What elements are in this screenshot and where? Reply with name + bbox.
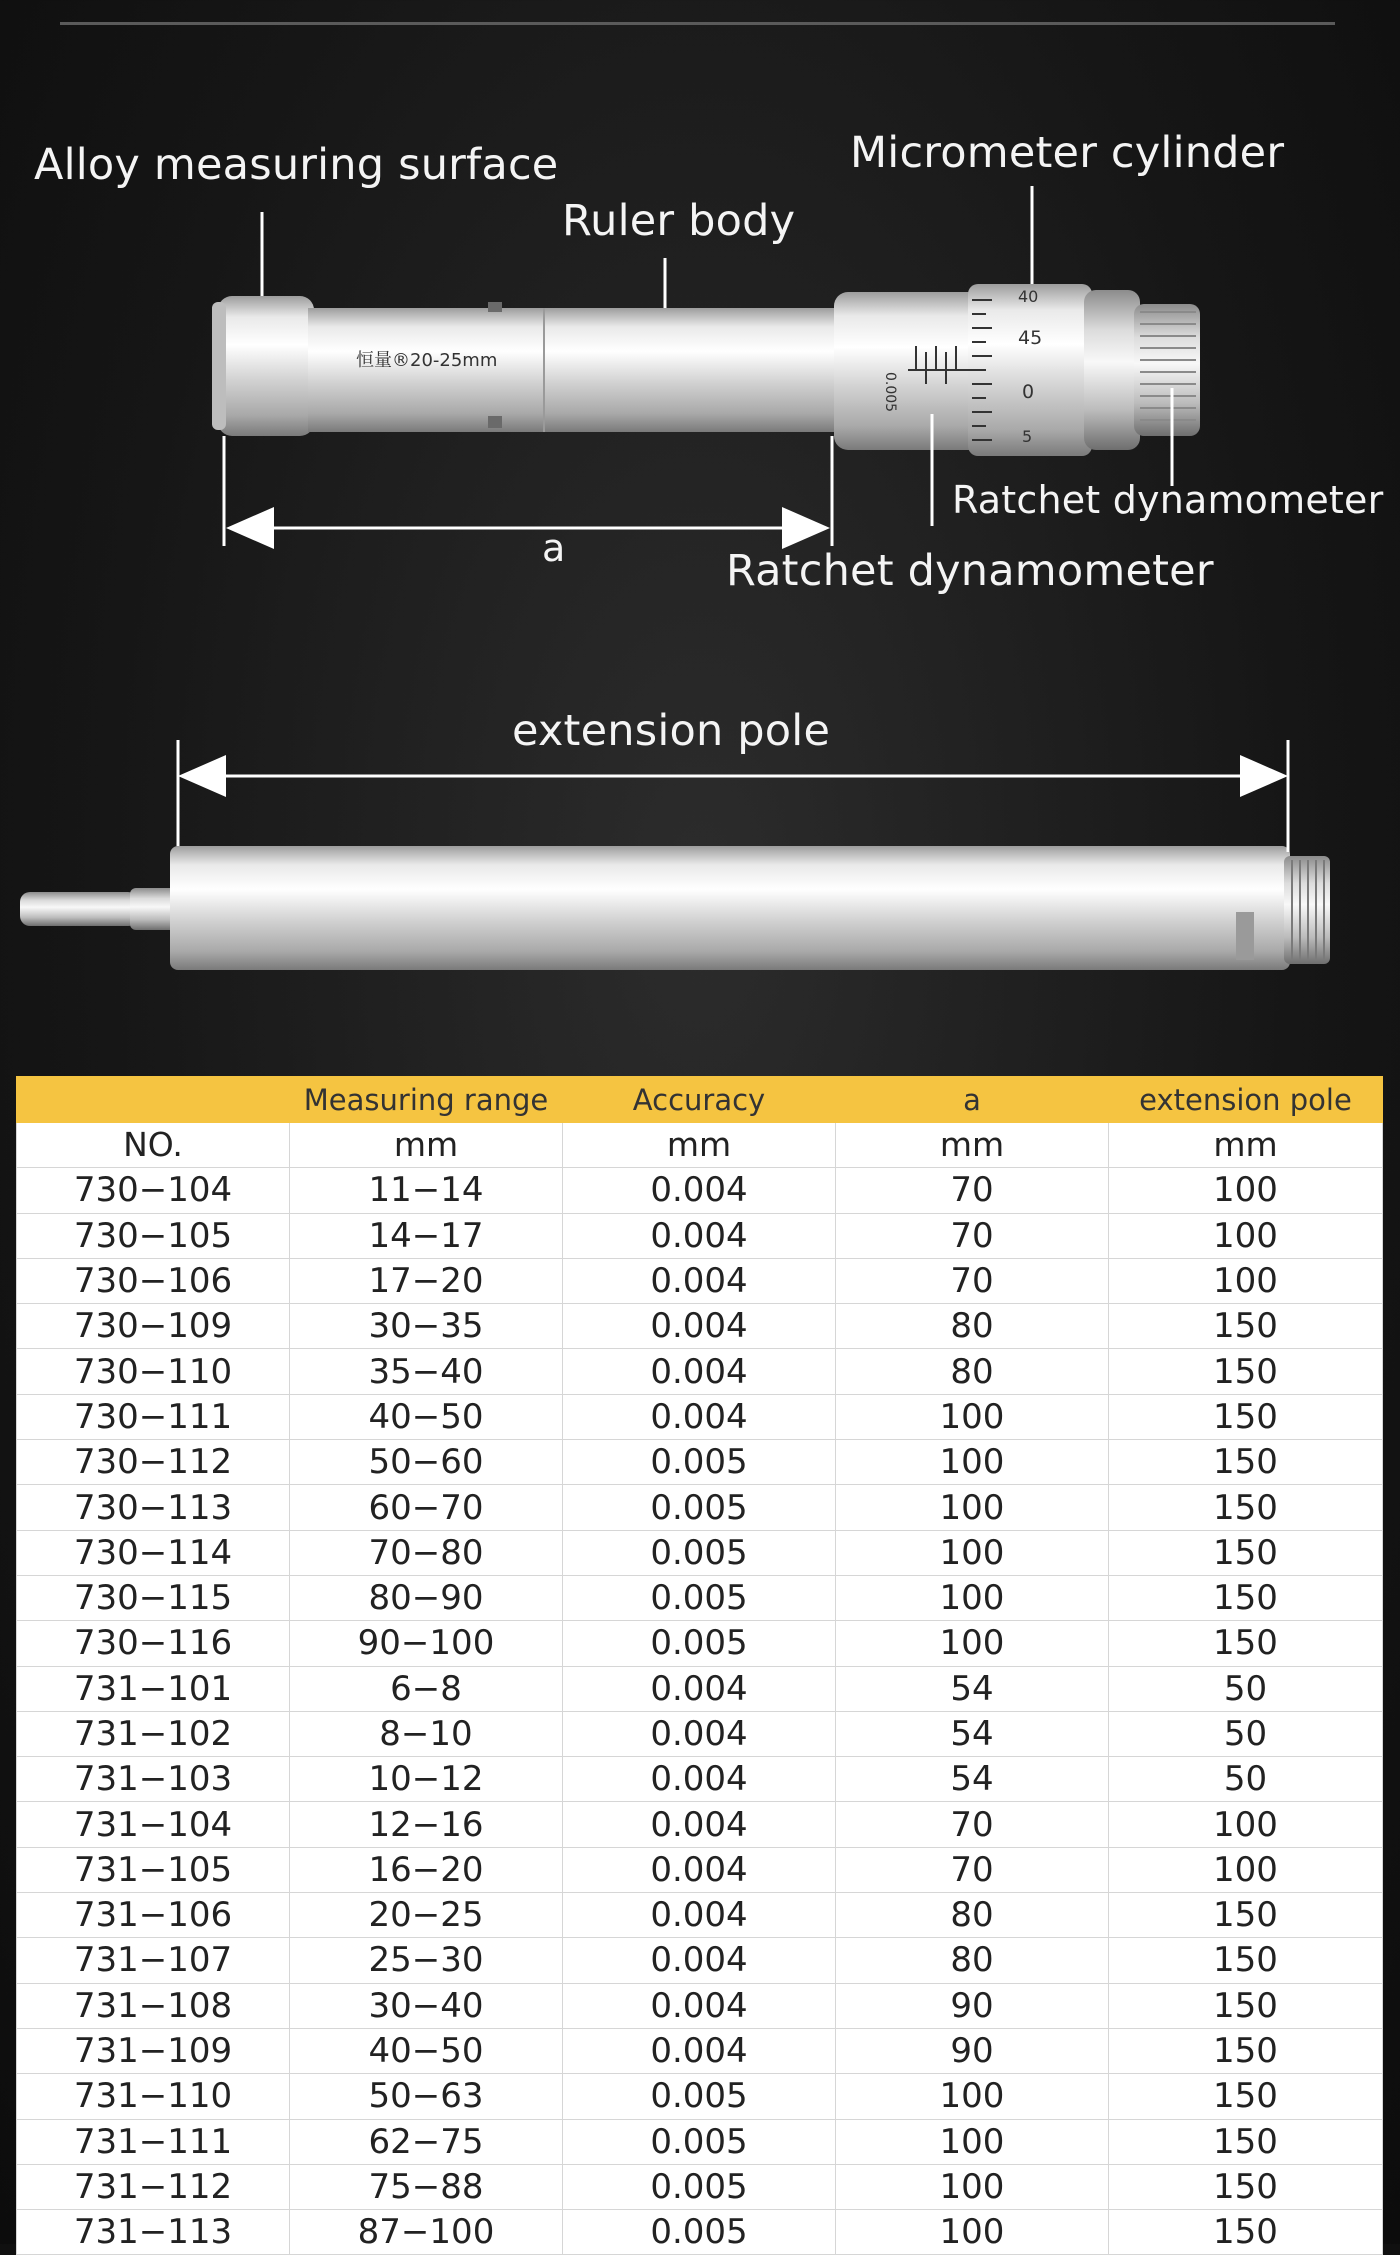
table-cell: 50 xyxy=(1109,1666,1383,1711)
label-dimension-a: a xyxy=(542,526,566,570)
table-cell: 0.004 xyxy=(563,1938,836,1983)
table-cell: 70−80 xyxy=(290,1530,563,1575)
table-header-row xyxy=(17,1077,1383,1123)
table-cell: 10−12 xyxy=(290,1757,563,1802)
table-cell: 150 xyxy=(1109,2028,1383,2073)
table-row xyxy=(17,1530,1383,1575)
table-row xyxy=(17,1394,1383,1439)
table-cell: 0.004 xyxy=(563,1711,836,1756)
table-cell: 731−103 xyxy=(17,1757,290,1802)
table-cell: 150 xyxy=(1109,1304,1383,1349)
table-cell: 50 xyxy=(1109,1711,1383,1756)
table-cell: 100 xyxy=(836,1530,1109,1575)
table-cell: 100 xyxy=(836,1394,1109,1439)
table-units-row xyxy=(17,1123,1383,1168)
table-cell: 150 xyxy=(1109,2074,1383,2119)
table-cell: 90−100 xyxy=(290,1621,563,1666)
table-cell xyxy=(17,1077,290,1123)
table-cell: 731−107 xyxy=(17,1938,290,1983)
table-row xyxy=(17,2210,1383,2255)
table-row xyxy=(17,2119,1383,2164)
table-cell: 730−113 xyxy=(17,1485,290,1530)
thimble-mark-40: 40 xyxy=(1018,287,1039,306)
table-cell: 100 xyxy=(1109,1168,1383,1213)
table-cell: 150 xyxy=(1109,1621,1383,1666)
table-cell: 70 xyxy=(836,1213,1109,1258)
table-row xyxy=(17,1847,1383,1892)
table-cell: Accuracy xyxy=(563,1077,836,1123)
table-cell: 0.005 xyxy=(563,1530,836,1575)
table-row xyxy=(17,1168,1383,1213)
table-cell: mm xyxy=(836,1123,1109,1168)
table-cell: 30−40 xyxy=(290,1983,563,2028)
table-cell: 0.004 xyxy=(563,1983,836,2028)
extension-pole-body xyxy=(20,846,1330,970)
table-cell: 0.004 xyxy=(563,1258,836,1303)
table-row xyxy=(17,1349,1383,1394)
table-cell: 100 xyxy=(836,1440,1109,1485)
table-cell: 150 xyxy=(1109,1485,1383,1530)
table-cell: 20−25 xyxy=(290,1893,563,1938)
table-cell: 730−104 xyxy=(17,1168,290,1213)
table-cell: 731−104 xyxy=(17,1802,290,1847)
table-cell: 80 xyxy=(836,1893,1109,1938)
table-cell: 75−88 xyxy=(290,2164,563,2209)
table-cell: 70 xyxy=(836,1258,1109,1303)
table-cell: 730−112 xyxy=(17,1440,290,1485)
table-cell: 0.004 xyxy=(563,1349,836,1394)
table-cell: 35−40 xyxy=(290,1349,563,1394)
table-cell: 150 xyxy=(1109,1349,1383,1394)
table-cell: 100 xyxy=(1109,1802,1383,1847)
table-cell: NO. xyxy=(17,1123,290,1168)
table-cell: 150 xyxy=(1109,1440,1383,1485)
table-cell: 14−17 xyxy=(290,1213,563,1258)
table-cell: 100 xyxy=(836,1575,1109,1620)
table-cell: 150 xyxy=(1109,2119,1383,2164)
table-cell: 0.005 xyxy=(563,1440,836,1485)
table-cell: 150 xyxy=(1109,2164,1383,2209)
table-cell: 150 xyxy=(1109,1530,1383,1575)
table-row xyxy=(17,1575,1383,1620)
table-cell: 54 xyxy=(836,1666,1109,1711)
table-cell: 11−14 xyxy=(290,1168,563,1213)
table-cell: 730−115 xyxy=(17,1575,290,1620)
table-row xyxy=(17,1757,1383,1802)
tool-resolution-engraving: 0.005 xyxy=(882,372,898,413)
table-cell: 731−112 xyxy=(17,2164,290,2209)
table-cell: mm xyxy=(290,1123,563,1168)
table-cell: 60−70 xyxy=(290,1485,563,1530)
table-cell: 150 xyxy=(1109,1394,1383,1439)
table-cell: 0.005 xyxy=(563,1621,836,1666)
table-row xyxy=(17,1485,1383,1530)
table-cell: 150 xyxy=(1109,1575,1383,1620)
table-cell: 0.005 xyxy=(563,1575,836,1620)
table-cell: Measuring range xyxy=(290,1077,563,1123)
table-cell: 730−105 xyxy=(17,1213,290,1258)
table-cell: 50 xyxy=(1109,1757,1383,1802)
table-cell: 731−101 xyxy=(17,1666,290,1711)
table-cell: 90 xyxy=(836,2028,1109,2073)
label-ruler-body: Ruler body xyxy=(562,196,796,246)
table-cell: 150 xyxy=(1109,1983,1383,2028)
table-cell: 80−90 xyxy=(290,1575,563,1620)
table-cell: 50−63 xyxy=(290,2074,563,2119)
table-cell: 70 xyxy=(836,1847,1109,1892)
table-cell: 150 xyxy=(1109,2210,1383,2255)
table-cell: 730−109 xyxy=(17,1304,290,1349)
table-row xyxy=(17,1711,1383,1756)
table-cell: 100 xyxy=(836,2164,1109,2209)
table-cell: 730−114 xyxy=(17,1530,290,1575)
table-row xyxy=(17,1621,1383,1666)
table-cell: 87−100 xyxy=(290,2210,563,2255)
table-cell: 0.004 xyxy=(563,1168,836,1213)
table-cell: 17−20 xyxy=(290,1258,563,1303)
table-cell: 100 xyxy=(836,1621,1109,1666)
table-cell: 731−110 xyxy=(17,2074,290,2119)
table-cell: 40−50 xyxy=(290,1394,563,1439)
table-cell: 30−35 xyxy=(290,1304,563,1349)
table-cell: 8−10 xyxy=(290,1711,563,1756)
table-cell: 70 xyxy=(836,1168,1109,1213)
label-micrometer-cylinder: Micrometer cylinder xyxy=(850,128,1285,178)
table-cell: 100 xyxy=(1109,1258,1383,1303)
table-cell: 731−105 xyxy=(17,1847,290,1892)
table-cell: 0.005 xyxy=(563,2119,836,2164)
table-cell: 731−106 xyxy=(17,1893,290,1938)
table-cell: 25−30 xyxy=(290,1938,563,1983)
table-cell: 0.005 xyxy=(563,1485,836,1530)
table-cell: 731−111 xyxy=(17,2119,290,2164)
table-cell: 731−109 xyxy=(17,2028,290,2073)
table-cell: mm xyxy=(563,1123,836,1168)
table-cell: 6−8 xyxy=(290,1666,563,1711)
table-row xyxy=(17,2028,1383,2073)
table-cell: 80 xyxy=(836,1938,1109,1983)
table-row xyxy=(17,1258,1383,1303)
table-cell: 54 xyxy=(836,1757,1109,1802)
table-cell: 731−108 xyxy=(17,1983,290,2028)
table-row xyxy=(17,1666,1383,1711)
table-row xyxy=(17,1802,1383,1847)
table-cell: 0.004 xyxy=(563,1213,836,1258)
tool-brand-engraving: 恒量®20-25mm xyxy=(356,350,498,371)
thimble-mark-0: 0 xyxy=(1022,381,1035,403)
table-cell: a xyxy=(836,1077,1109,1123)
table-cell: 100 xyxy=(836,2119,1109,2164)
table-cell: 12−16 xyxy=(290,1802,563,1847)
table-cell: 0.004 xyxy=(563,1847,836,1892)
label-ratchet-dynamometer-right: Ratchet dynamometer xyxy=(952,478,1384,522)
table-cell: 80 xyxy=(836,1349,1109,1394)
table-cell: 50−60 xyxy=(290,1440,563,1485)
table-cell: 0.005 xyxy=(563,2164,836,2209)
table-row xyxy=(17,2164,1383,2209)
table-row xyxy=(17,1938,1383,1983)
table-cell: 62−75 xyxy=(290,2119,563,2164)
table-cell: 100 xyxy=(836,2210,1109,2255)
table-cell: 54 xyxy=(836,1711,1109,1756)
table-cell: 40−50 xyxy=(290,2028,563,2073)
table-cell: 80 xyxy=(836,1304,1109,1349)
table-cell: 0.005 xyxy=(563,2074,836,2119)
extension-leader-lines xyxy=(178,740,1288,852)
table-cell: 731−102 xyxy=(17,1711,290,1756)
table-cell: 0.004 xyxy=(563,1893,836,1938)
table-cell: 0.004 xyxy=(563,1304,836,1349)
label-ratchet-dynamometer-lower: Ratchet dynamometer xyxy=(726,546,1214,596)
thimble-mark-5: 5 xyxy=(1022,427,1033,446)
table-cell: 16−20 xyxy=(290,1847,563,1892)
table-cell: 730−116 xyxy=(17,1621,290,1666)
table-cell: 100 xyxy=(1109,1213,1383,1258)
table-cell: 731−113 xyxy=(17,2210,290,2255)
table-row xyxy=(17,2074,1383,2119)
table-cell: 730−110 xyxy=(17,1349,290,1394)
table-cell: 70 xyxy=(836,1802,1109,1847)
label-extension-pole: extension pole xyxy=(512,706,831,756)
spec-table xyxy=(16,1076,1383,2255)
table-cell: extension pole xyxy=(1109,1077,1383,1123)
label-alloy-measuring-surface: Alloy measuring surface xyxy=(34,140,559,190)
table-cell: 0.005 xyxy=(563,2210,836,2255)
table-cell: 100 xyxy=(1109,1847,1383,1892)
thimble-mark-45: 45 xyxy=(1018,327,1043,349)
table-cell: 0.004 xyxy=(563,1666,836,1711)
table-cell: 730−106 xyxy=(17,1258,290,1303)
table-cell: 730−111 xyxy=(17,1394,290,1439)
table-cell: 90 xyxy=(836,1983,1109,2028)
table-cell: 150 xyxy=(1109,1893,1383,1938)
table-cell: 100 xyxy=(836,1485,1109,1530)
table-cell: 0.004 xyxy=(563,1802,836,1847)
table-row xyxy=(17,1440,1383,1485)
table-cell: 0.004 xyxy=(563,1394,836,1439)
table-cell: 100 xyxy=(836,2074,1109,2119)
table-cell: 0.004 xyxy=(563,2028,836,2073)
table-cell: 150 xyxy=(1109,1938,1383,1983)
table-row xyxy=(17,1983,1383,2028)
table-cell: 0.004 xyxy=(563,1757,836,1802)
table-row xyxy=(17,1893,1383,1938)
table-cell: mm xyxy=(1109,1123,1383,1168)
table-row xyxy=(17,1213,1383,1258)
table-row xyxy=(17,1304,1383,1349)
